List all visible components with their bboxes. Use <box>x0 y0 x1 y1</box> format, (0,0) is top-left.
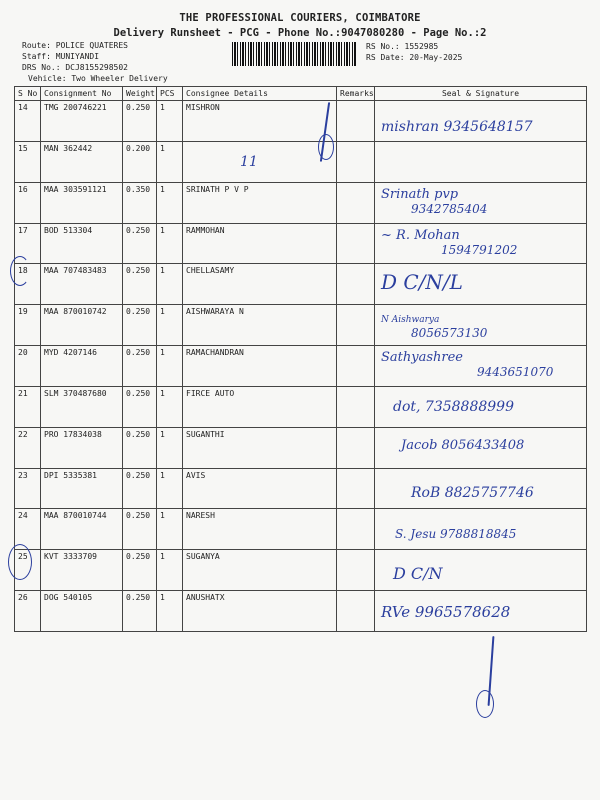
row-weight: 0.250 <box>123 101 157 142</box>
row-remarks <box>337 346 375 387</box>
table-row <box>15 509 587 550</box>
row-pcs: 1 <box>157 264 183 305</box>
row-signature <box>375 182 587 223</box>
row-consignment: MAA 870010744 <box>41 509 123 550</box>
row-consignee: SUGANTHI <box>183 427 337 468</box>
row-signature <box>375 591 587 632</box>
runsheet-table <box>14 86 587 632</box>
table-row <box>15 591 587 632</box>
table-row <box>15 468 587 509</box>
row-consignee: FIRCE AUTO <box>183 386 337 427</box>
handwritten-signature: D C/N <box>393 564 443 584</box>
signature-text: N Aishwarya <box>381 315 440 326</box>
table-row <box>15 101 587 142</box>
handwritten-signature <box>381 228 517 257</box>
row-consignment: MAA 707483483 <box>41 264 123 305</box>
row-signature <box>375 386 587 427</box>
table-row <box>15 305 587 346</box>
handwritten-signature: RoB 8825757746 <box>411 484 534 501</box>
handwritten-signature: dot, 7358888999 <box>393 398 514 415</box>
row-signature <box>375 468 587 509</box>
row-consignee: MISHRON <box>183 101 337 142</box>
handwritten-signature <box>381 187 487 216</box>
row-consignee: RAMMOHAN <box>183 223 337 264</box>
handwritten-mark: 11 <box>240 153 258 170</box>
row-weight: 0.250 <box>123 550 157 591</box>
row-signature <box>375 346 587 387</box>
table-row <box>15 346 587 387</box>
row-sno: 15 <box>15 141 41 182</box>
row-signature <box>375 101 587 142</box>
col-header-pcs: PCS <box>157 87 183 101</box>
row-weight: 0.200 <box>123 141 157 182</box>
row-pcs: 1 <box>157 509 183 550</box>
row-remarks <box>337 182 375 223</box>
row-remarks <box>337 264 375 305</box>
row-weight: 0.250 <box>123 223 157 264</box>
row-consignee: AISHWARAYA N <box>183 305 337 346</box>
ink-circle-mark <box>8 544 32 580</box>
col-header-signature: Seal & Signature <box>375 87 587 101</box>
handwritten-signature: D C/N/L <box>381 270 463 295</box>
row-sno: 19 <box>15 305 41 346</box>
row-sno: 16 <box>15 182 41 223</box>
row-consignment: SLM 370487680 <box>41 386 123 427</box>
col-header-weight: Weight <box>123 87 157 101</box>
row-signature <box>375 305 587 346</box>
row-consignment: MAN 362442 <box>41 141 123 182</box>
row-consignee: ANUSHATX <box>183 591 337 632</box>
table-row <box>15 386 587 427</box>
row-sno: 21 <box>15 386 41 427</box>
row-consignment: PRO 17834038 <box>41 427 123 468</box>
row-sno: 14 <box>15 101 41 142</box>
handwritten-signature <box>381 350 553 379</box>
row-signature <box>375 427 587 468</box>
handwritten-signature: mishran 9345648157 <box>381 119 533 135</box>
signature-text: ~ R. Mohan <box>381 227 460 243</box>
row-pcs: 1 <box>157 427 183 468</box>
col-header-sno: S No <box>15 87 41 101</box>
row-consignee: CHELLASAMY <box>183 264 337 305</box>
table-row <box>15 182 587 223</box>
row-sno: 26 <box>15 591 41 632</box>
table-row <box>15 264 587 305</box>
row-consignment: TMG 200746221 <box>41 101 123 142</box>
phone-number: 1594791202 <box>441 242 518 257</box>
row-weight: 0.250 <box>123 591 157 632</box>
table-row <box>15 550 587 591</box>
row-weight: 0.350 <box>123 182 157 223</box>
row-consignee <box>183 141 337 182</box>
row-sno: 20 <box>15 346 41 387</box>
handwritten-signature: RVe 9965578628 <box>381 603 511 622</box>
row-weight: 0.250 <box>123 264 157 305</box>
ink-circle-mark <box>476 690 494 718</box>
row-remarks <box>337 386 375 427</box>
row-consignment: MYD 4207146 <box>41 346 123 387</box>
row-signature <box>375 141 587 182</box>
row-pcs: 1 <box>157 182 183 223</box>
row-pcs: 1 <box>157 550 183 591</box>
row-consignment: BOD 513304 <box>41 223 123 264</box>
row-consignment: DOG 540105 <box>41 591 123 632</box>
row-sno: 24 <box>15 509 41 550</box>
row-remarks <box>337 591 375 632</box>
row-pcs: 1 <box>157 591 183 632</box>
row-pcs: 1 <box>157 101 183 142</box>
row-pcs: 1 <box>157 223 183 264</box>
col-header-remarks: Remarks <box>337 87 375 101</box>
table-row <box>15 223 587 264</box>
row-remarks <box>337 509 375 550</box>
company-title: THE PROFESSIONAL COURIERS, COIMBATORE <box>179 12 421 24</box>
signature-text: Srinath pvp <box>381 186 459 202</box>
row-sno: 23 <box>15 468 41 509</box>
row-signature <box>375 223 587 264</box>
table-row <box>15 427 587 468</box>
row-pcs: 1 <box>157 346 183 387</box>
row-weight: 0.250 <box>123 427 157 468</box>
row-remarks <box>337 101 375 142</box>
row-consignment: DPI 5335381 <box>41 468 123 509</box>
drs-number: DRS No.: DCJ8155298502 <box>22 63 128 72</box>
row-weight: 0.250 <box>123 305 157 346</box>
handwritten-signature <box>381 311 487 340</box>
row-consignment: MAA 303591121 <box>41 182 123 223</box>
row-consignment: KVT 3333709 <box>41 550 123 591</box>
phone-number: 9443651070 <box>477 365 554 380</box>
row-consignee: SRINATH P V P <box>183 182 337 223</box>
row-remarks <box>337 141 375 182</box>
row-sno: 22 <box>15 427 41 468</box>
row-sno: 18 <box>15 264 41 305</box>
row-signature <box>375 264 587 305</box>
table-header-row <box>15 87 587 101</box>
row-sno: 25 <box>15 550 41 591</box>
row-consignment: MAA 870010742 <box>41 305 123 346</box>
ink-circle-mark <box>10 256 30 286</box>
row-remarks <box>337 223 375 264</box>
phone-number: 8056573130 <box>411 326 488 341</box>
vehicle-label: Vehicle: Two Wheeler Delivery <box>28 74 168 83</box>
row-remarks <box>337 468 375 509</box>
row-remarks <box>337 550 375 591</box>
barcode <box>232 42 356 66</box>
row-consignee: RAMACHANDRAN <box>183 346 337 387</box>
row-pcs: 1 <box>157 386 183 427</box>
row-remarks <box>337 305 375 346</box>
route-label: Route: POLICE QUATERES <box>22 41 128 50</box>
handwritten-signature: S. Jesu 9788818845 <box>395 527 517 542</box>
row-weight: 0.250 <box>123 386 157 427</box>
rs-date: RS Date: 20-May-2025 <box>366 53 463 62</box>
row-consignee: NARESH <box>183 509 337 550</box>
row-signature <box>375 550 587 591</box>
runsheet-title: Delivery Runsheet - PCG - Phone No.:9047080280 - Page No.:2 <box>113 27 487 39</box>
handwritten-signature: Jacob 8056433408 <box>401 437 525 453</box>
row-sno: 17 <box>15 223 41 264</box>
signature-text: Sathyashree <box>381 350 463 366</box>
col-header-consignment: Consignment No <box>41 87 123 101</box>
row-remarks <box>337 427 375 468</box>
row-weight: 0.250 <box>123 346 157 387</box>
rs-number: RS No.: 1552985 <box>366 42 439 51</box>
row-weight: 0.250 <box>123 509 157 550</box>
row-consignee: SUGANYA <box>183 550 337 591</box>
col-header-consignee: Consignee Details <box>183 87 337 101</box>
staff-label: Staff: MUNIYANDI <box>22 52 100 61</box>
phone-number: 9342785404 <box>411 201 488 216</box>
row-consignee: AVIS <box>183 468 337 509</box>
row-weight: 0.250 <box>123 468 157 509</box>
table-row <box>15 141 587 182</box>
row-pcs: 1 <box>157 305 183 346</box>
row-signature <box>375 509 587 550</box>
row-pcs: 1 <box>157 141 183 182</box>
row-pcs: 1 <box>157 468 183 509</box>
